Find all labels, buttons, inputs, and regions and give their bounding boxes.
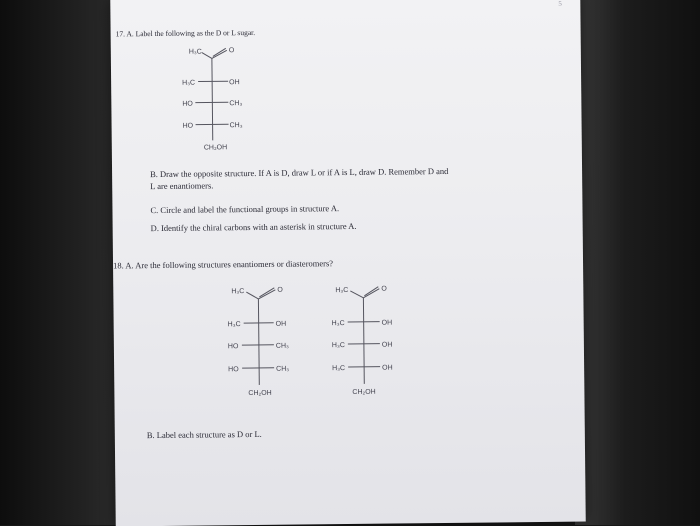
q17-header: 17. A. Label the following as the D or L sugar. [116,28,256,38]
q18-m1-aldehyde-double-bond [258,290,275,299]
q17-row-3-right: CH₃ [230,122,243,129]
q18-m1-bottom-group-label: CH₂OH [248,390,271,397]
q17-row-2-right: CH₃ [229,100,242,107]
q18-fischer-projection-2 [313,283,424,404]
q18-m1-row-2-right: CH₃ [276,343,289,350]
q17-part-d: D. Identify the chiral carbons with an asterisk in structure A. [151,221,357,233]
q17-backbone [212,58,213,140]
q18-m1-aldehyde-double-bond-2 [259,288,274,297]
q18-fischer-projection-1 [213,284,324,405]
q18-m2-aldehyde-double-bond [363,289,379,298]
q17-bottom-group-label: CH₂OH [204,144,227,151]
q18-m2-row-3-left: H₃C [332,365,345,372]
q18-m1-row-2-left: HO [228,343,239,350]
q18-m1-backbone [258,299,259,385]
q18-m2-bottom-group-label: CH₂OH [352,389,375,396]
q17-aldehyde-oxygen: O [229,47,235,54]
q18-m2-aldehyde-oxygen: O [381,286,387,293]
q18-m1-aldehyde-oxygen: O [277,287,283,294]
q18-m2-row-1-left: H₃C [332,320,345,327]
q18-m2-aldehyde-bond [350,291,363,298]
q17-aldehyde-double-bond [212,50,227,58]
q18-header: 18. A. Are the following structures enantiomers or diasteromers? [113,258,333,270]
q18-m2-row-2-right: OH [382,342,393,349]
q17-part-b-line-2: L are enantiomers. [150,180,213,191]
q18-m2-backbone [363,298,364,384]
worksheet-page [110,0,586,526]
q18-m1-row-1-right: OH [276,321,287,328]
q18-m2-top-group-label: H₃C [335,287,348,294]
q17-top-group-label: H₃C [189,49,202,56]
q17-part-b-line-1: B. Draw the opposite structure. If A is D, draw L or if A is L, draw D. Remember D and [150,166,448,179]
q17-row-2-left: HO [182,101,193,108]
q18-m2-aldehyde-double-bond-2 [364,287,378,296]
q18-m1-aldehyde-bond [246,292,258,299]
q18-m1-row-1-left: H₃C [228,321,241,328]
q17-row-1-right: OH [229,79,240,86]
q17-fischer-projection [171,45,272,156]
page-number: 5 [558,0,562,8]
q17-aldehyde-bond [202,52,212,58]
q18-m1-row-3-left: HO [228,366,239,373]
q18-m2-row-1-right: OH [382,320,393,327]
photo-background-left [0,0,120,525]
q18-part-b: B. Label each structure as D or L. [147,429,262,440]
q18-m2-row-3-right: OH [382,365,393,372]
q18-m2-row-2-left: H₃C [332,342,345,349]
q17-row-1-left: H₃C [182,80,195,87]
q17-row-3-left: HO [183,123,194,130]
q18-m1-top-group-label: H₃C [231,288,244,295]
q17-part-c: C. Circle and label the functional groups in structure A. [150,203,339,215]
photo-background-right [575,0,700,525]
q18-m1-row-3-right: CH₃ [276,366,289,373]
